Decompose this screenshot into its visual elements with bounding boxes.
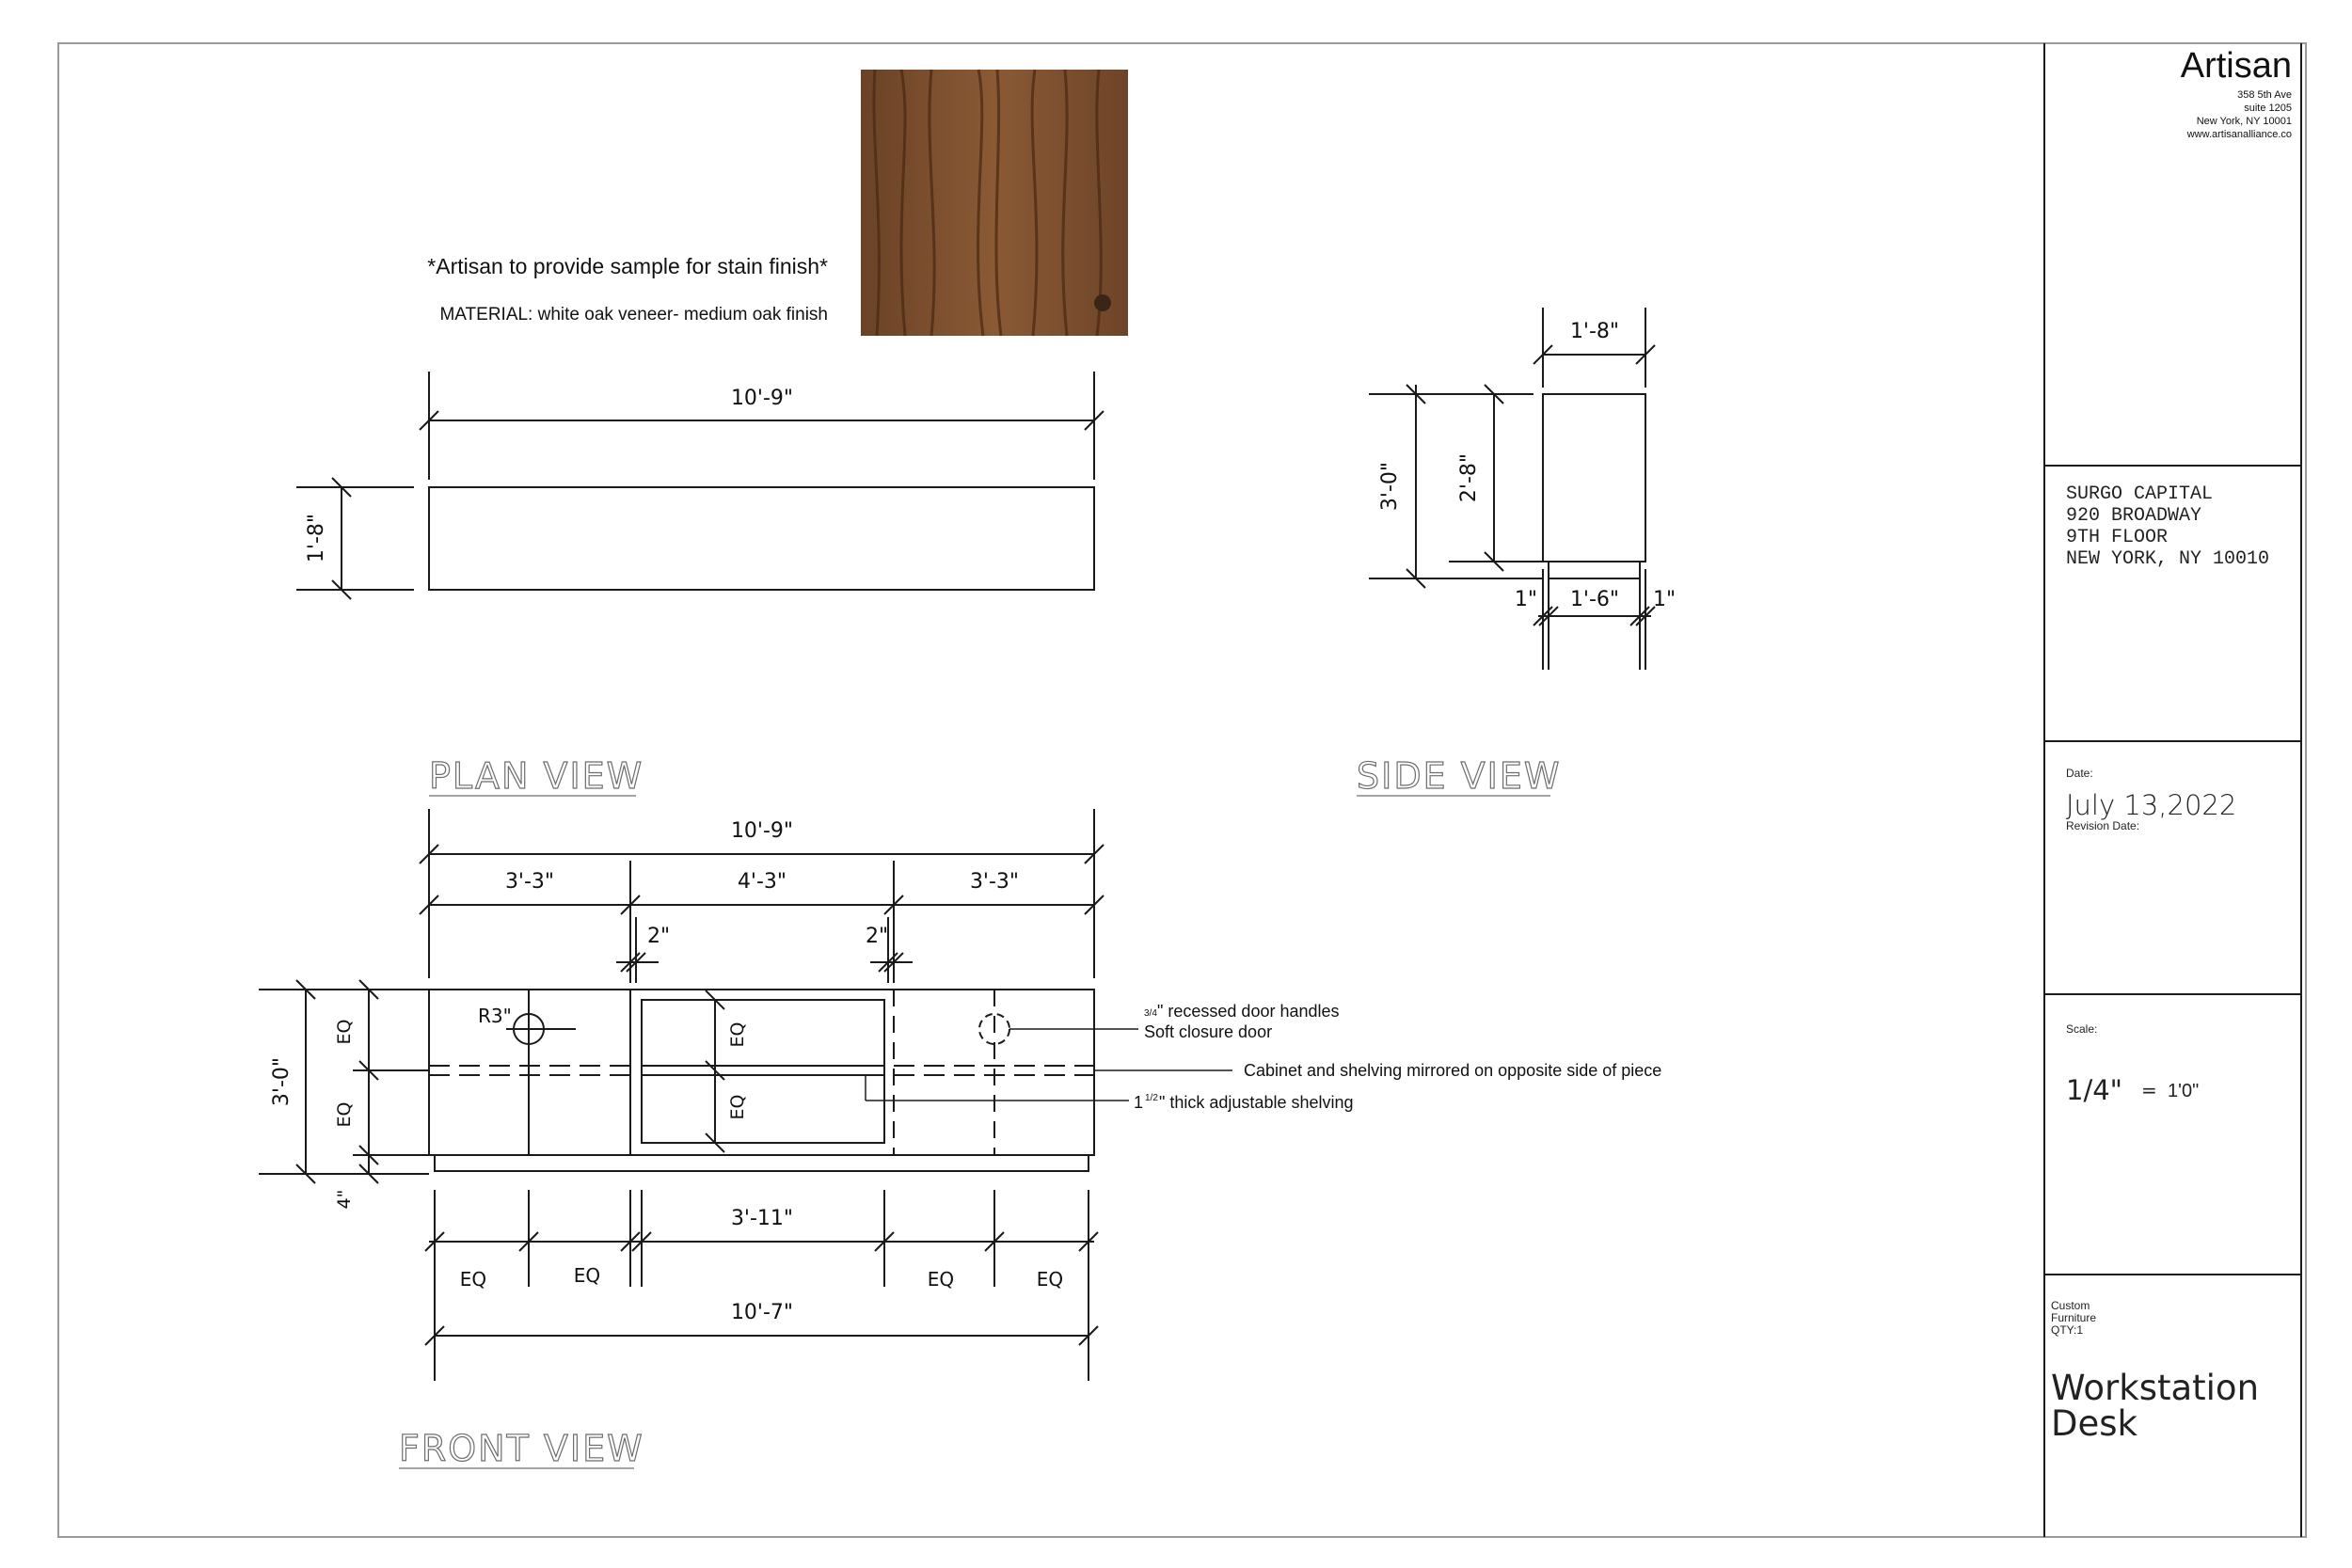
- category: [2051, 1299, 2096, 1337]
- shelf-whole: 1: [1134, 1093, 1144, 1112]
- material-note: MATERIAL: white oak veneer- medium oak finish: [439, 305, 828, 325]
- category-line: QTY:1: [2051, 1323, 2084, 1337]
- handles-callout: " recessed door handles: [1157, 1002, 1340, 1021]
- address-line: New York, NY 10001: [2196, 116, 2292, 127]
- side-view-title: SIDE VIEW: [1357, 755, 1562, 797]
- side-left-leg-dim: 1": [1514, 588, 1537, 611]
- plan-desk-outline: [429, 487, 1094, 590]
- plan-view-title: PLAN VIEW: [429, 755, 644, 797]
- client-line: SURGO CAPITAL: [2066, 483, 2214, 505]
- side-right-leg-dim: 1": [1653, 588, 1677, 611]
- category-line: Custom: [2051, 1299, 2090, 1312]
- date-label: Date:: [2066, 767, 2093, 780]
- client-line: 920 BROADWAY: [2066, 505, 2202, 527]
- mirror-callout: Cabinet and shelving mirrored on opposite side of piece: [1244, 1061, 1662, 1080]
- wood-swatch: [861, 70, 1128, 336]
- soft-closure-callout: Soft closure door: [1144, 1022, 1273, 1041]
- front-radius-label: R3": [478, 1005, 512, 1027]
- front-eq-label: EQ: [927, 1268, 955, 1291]
- scale-label: Scale:: [2066, 1022, 2098, 1036]
- front-inner-dim: 3'-11": [730, 1207, 794, 1230]
- client-line: NEW YORK, NY 10010: [2066, 548, 2270, 570]
- front-gap-left-dim: 2": [647, 925, 671, 948]
- project-line: Workstation: [2051, 1368, 2260, 1408]
- front-eq-label: EQ: [1036, 1268, 1064, 1291]
- shelf-fraction: 1/2: [1145, 1093, 1158, 1103]
- scale-value: 1/4": [2066, 1074, 2123, 1106]
- scale-equals: =: [2141, 1079, 2157, 1101]
- category-line: Furniture: [2051, 1311, 2097, 1324]
- side-cabinet-height-dim: 2'-8": [1457, 452, 1481, 503]
- client-address: [2066, 483, 2269, 570]
- front-base-dim: 4": [334, 1189, 355, 1210]
- revision-date-label: Revision Date:: [2066, 819, 2140, 832]
- front-base: [435, 1155, 1089, 1171]
- front-height-dim: 3'-0": [270, 1056, 294, 1107]
- front-eq-label: EQ: [334, 1019, 355, 1045]
- project-name: [2051, 1368, 2259, 1444]
- side-mid-dim: 1'-6": [1569, 588, 1620, 611]
- address-line: www.artisanalliance.co: [2186, 129, 2292, 140]
- front-eq-label: EQ: [459, 1268, 487, 1291]
- date-value: July 13,2022: [2066, 789, 2237, 821]
- front-center-dim: 4'-3": [737, 870, 787, 894]
- client-line: 9TH FLOOR: [2066, 527, 2169, 548]
- project-line: Desk: [2051, 1403, 2137, 1444]
- side-total-height-dim: 3'-0": [1378, 461, 1402, 512]
- firm-address: [2186, 89, 2292, 140]
- front-eq-label: EQ: [573, 1264, 601, 1287]
- sheet-border: [58, 43, 2306, 1537]
- sample-note: *Artisan to provide sample for stain finish*: [427, 254, 828, 278]
- side-cabinet: [1543, 394, 1645, 562]
- handles-fraction: 3/4: [1144, 1008, 1157, 1019]
- front-center-opening: [642, 1000, 884, 1143]
- side-base: [1549, 562, 1640, 578]
- front-bottom-dim: 10'-7": [730, 1301, 794, 1324]
- side-view: [1369, 308, 1655, 670]
- front-overall-dim: 10'-9": [730, 819, 794, 843]
- front-eq-label: EQ: [334, 1101, 355, 1128]
- brand-name: Artisan: [2180, 46, 2292, 86]
- plan-view: [296, 372, 1104, 599]
- front-view-title: FRONT VIEW: [399, 1428, 644, 1469]
- front-right-dim: 3'-3": [969, 870, 1020, 894]
- shelving-callout: " thick adjustable shelving: [1159, 1093, 1354, 1112]
- front-gap-right-dim: 2": [866, 925, 889, 948]
- front-eq-label: EQ: [727, 1022, 748, 1048]
- front-eq-label: EQ: [727, 1094, 748, 1120]
- address-line: suite 1205: [2244, 103, 2292, 114]
- side-top-dim: 1'-8": [1569, 320, 1620, 343]
- plan-width-dim: 10'-9": [730, 387, 794, 410]
- address-line: 358 5th Ave: [2237, 89, 2292, 101]
- front-left-dim: 3'-3": [504, 870, 555, 894]
- plan-depth-dim: 1'-8": [305, 513, 328, 563]
- scale-unit: 1'0": [2168, 1081, 2200, 1101]
